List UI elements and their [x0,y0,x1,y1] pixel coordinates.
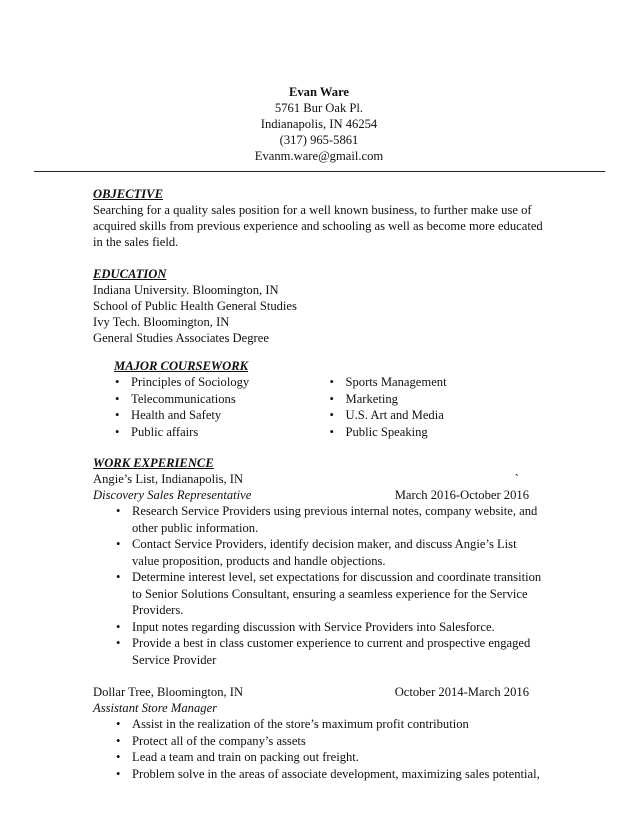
bullet-icon: • [116,537,121,551]
objective-heading: OBJECTIVE [93,187,163,201]
coursework-item [114,407,329,424]
education-heading: EDUCATION [93,267,167,281]
education-section [93,266,543,346]
resume-body [93,186,543,798]
coursework-item [329,374,544,391]
job-employer-row [93,684,543,700]
coursework-section [114,358,543,440]
bullet-icon: • [329,424,334,439]
stray-mark: ` [514,472,519,486]
job-duty [115,733,543,750]
coursework-item-text: Sports Management [345,375,447,389]
coursework-columns [114,374,543,440]
bullet-icon: • [115,391,120,406]
job-duty [115,619,543,636]
address-line-2: Indianapolis, IN 46254 [260,117,378,131]
coursework-item [114,374,329,391]
coursework-item [114,391,329,408]
job-role: Discovery Sales Representative [93,488,252,502]
job-employer: Dollar Tree, Bloomington, IN [93,685,244,699]
bullet-icon: • [116,733,121,748]
job-role: Assistant Store Manager [93,701,218,715]
coursework-item-text: Principles of Sociology [131,375,250,389]
coursework-item-text: Marketing [345,391,398,406]
job-duty-text: Lead a team and train on packing out freight. [132,750,359,764]
bullet-icon: • [116,750,121,764]
education-line: Ivy Tech. Bloomington, IN [93,315,230,329]
coursework-item-text: Health and Safety [131,408,222,422]
bullet-icon: • [116,636,121,650]
job-duty [115,635,543,668]
coursework-left-list [114,374,329,440]
coursework-heading: MAJOR COURSEWORK [114,359,249,373]
education-line: General Studies Associates Degree [93,331,269,345]
header-divider [34,171,605,172]
coursework-item [114,424,329,441]
job-duty [115,716,543,733]
bullet-icon: • [116,570,121,584]
coursework-right-list [329,374,544,440]
job-duty-text: Assist in the realization of the store’s maximum profit contribution [132,717,469,731]
job-employer: Angie’s List, Indianapolis, IN [93,472,244,486]
job-duty-text: Contact Service Providers, identify decision maker, and discuss Angie’s List value proposition, products and handle objections. [132,537,517,568]
coursework-item-text: Telecommunications [131,391,236,406]
job-duty [115,766,543,783]
objective-section [93,186,543,250]
work-experience-heading: WORK EXPERIENCE [93,456,214,470]
address-line-1: 5761 Bur Oak Pl. [274,101,364,115]
job-entry [93,684,543,782]
bullet-icon: • [116,717,121,731]
phone-number: (317) 965-5861 [279,133,359,147]
job-duty-text: Provide a best in class customer experience to current and prospective engaged Service Provider [132,636,531,667]
coursework-item [329,424,544,441]
job-duties-list [115,716,543,782]
coursework-item-text: Public Speaking [345,424,428,439]
work-experience-section [93,455,543,782]
job-duty [115,503,543,536]
job-duty [115,569,543,619]
bullet-icon: • [116,766,121,781]
objective-text: Searching for a quality sales position for a well known business, to further make use of acquired skills from previous experience and schooling as well as become more educated in the sales field. [93,203,543,249]
email-address: Evanm.ware@gmail.com [254,149,384,163]
bullet-icon: • [115,408,120,422]
job-duty-text: Determine interest level, set expectations for discussion and coordinate transition to Senior Solutions Consultant, ensuring a seamless experience for the Service Providers. [132,570,542,617]
job-duty [115,749,543,766]
job-duty-text: Input notes regarding discussion with Service Providers into Salesforce. [132,619,495,634]
bullet-icon: • [329,391,334,406]
job-entry [93,471,543,668]
bullet-icon: • [115,375,120,389]
job-duties-list [115,503,543,668]
coursework-item [329,407,544,424]
job-duty-text: Protect all of the company’s assets [132,733,306,748]
job-role-row [93,487,543,503]
bullet-icon: • [115,424,120,439]
contact-header [0,84,638,164]
education-line: Indiana University. Bloomington, IN [93,283,279,297]
job-dates: March 2016-October 2016 [394,488,529,502]
job-duty [115,536,543,569]
coursework-item-text: Public affairs [131,424,199,439]
bullet-icon: • [116,504,121,518]
education-line: School of Public Health General Studies [93,299,297,313]
candidate-name: Evan Ware [288,85,350,99]
coursework-item [329,391,544,408]
coursework-item-text: U.S. Art and Media [345,408,444,422]
bullet-icon: • [329,375,334,389]
job-dates: October 2014-March 2016 [394,685,529,699]
bullet-icon: • [329,408,334,422]
job-employer-row [93,471,543,487]
bullet-icon: • [116,619,121,634]
job-duty-text: Problem solve in the areas of associate development, maximizing sales potential, [132,766,540,781]
job-duty-text: Research Service Providers using previous internal notes, company website, and other public information. [132,504,538,535]
